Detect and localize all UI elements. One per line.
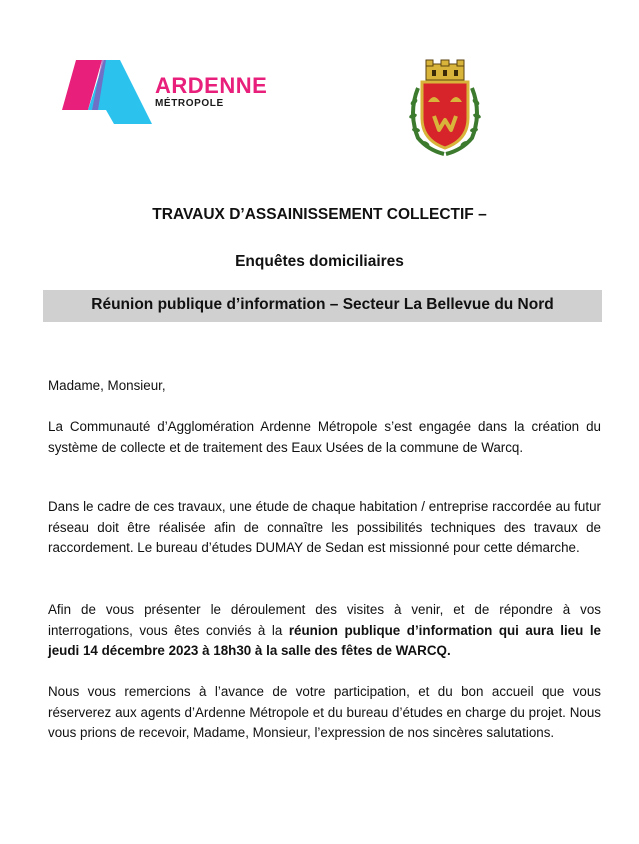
ardenne-metropole-logo-mark [62,58,154,128]
paragraph-4: Nous vous remercions à l’avance de votre participation, et du bon accueil que vous réserverez aux agents d’Ardenne Métropole et du bureau d’études en charge du projet. Nous vous prions de recevoir, Madame, Monsieur, l’expression de nos sincères salutations. [48,684,601,741]
paragraph-2: Dans le cadre de ces travaux, une étude de chaque habitation / entreprise raccordée au futur réseau doit être réalisée afin de connaître les possibilités techniques des travaux de raccordement. Le bureau d’études DUMAY de Sedan est missionné pour cette démarche. [48,499,601,556]
coat-of-arms-icon [404,58,486,158]
meeting-details: réunion publique d’information qui aura lieu le jeudi 14 décembre 2023 à 18h30 à la salle des fêtes de WARCQ. [48,622,601,659]
brand-name: ARDENNE [155,73,268,98]
paragraph-1: La Communauté d’Agglomération Ardenne Métropole s’est engagée dans la création du système de collecte et de traitement des Eaux Usées de la commune de Warcq. [48,419,601,455]
paragraph-3-intro: Afin de vous présenter le déroulement des visites à venir, et de répondre à vos interrogations, vous êtes conviés à la [48,602,601,638]
document-title: TRAVAUX D’ASSAINISSEMENT COLLECTIF – [152,206,487,223]
document-subtitle: Enquêtes domiciliaires [235,253,404,270]
warcq-coat-of-arms [404,58,486,158]
paragraph-3 [48,600,601,662]
ardenne-metropole-logo [62,58,287,128]
meeting-banner [43,290,602,322]
greeting: Madame, Monsieur, [48,378,166,393]
meeting-banner-text: Réunion publique d’information – Secteur La Bellevue du Nord [91,296,554,313]
brand-subtitle: MÉTROPOLE [155,98,224,109]
